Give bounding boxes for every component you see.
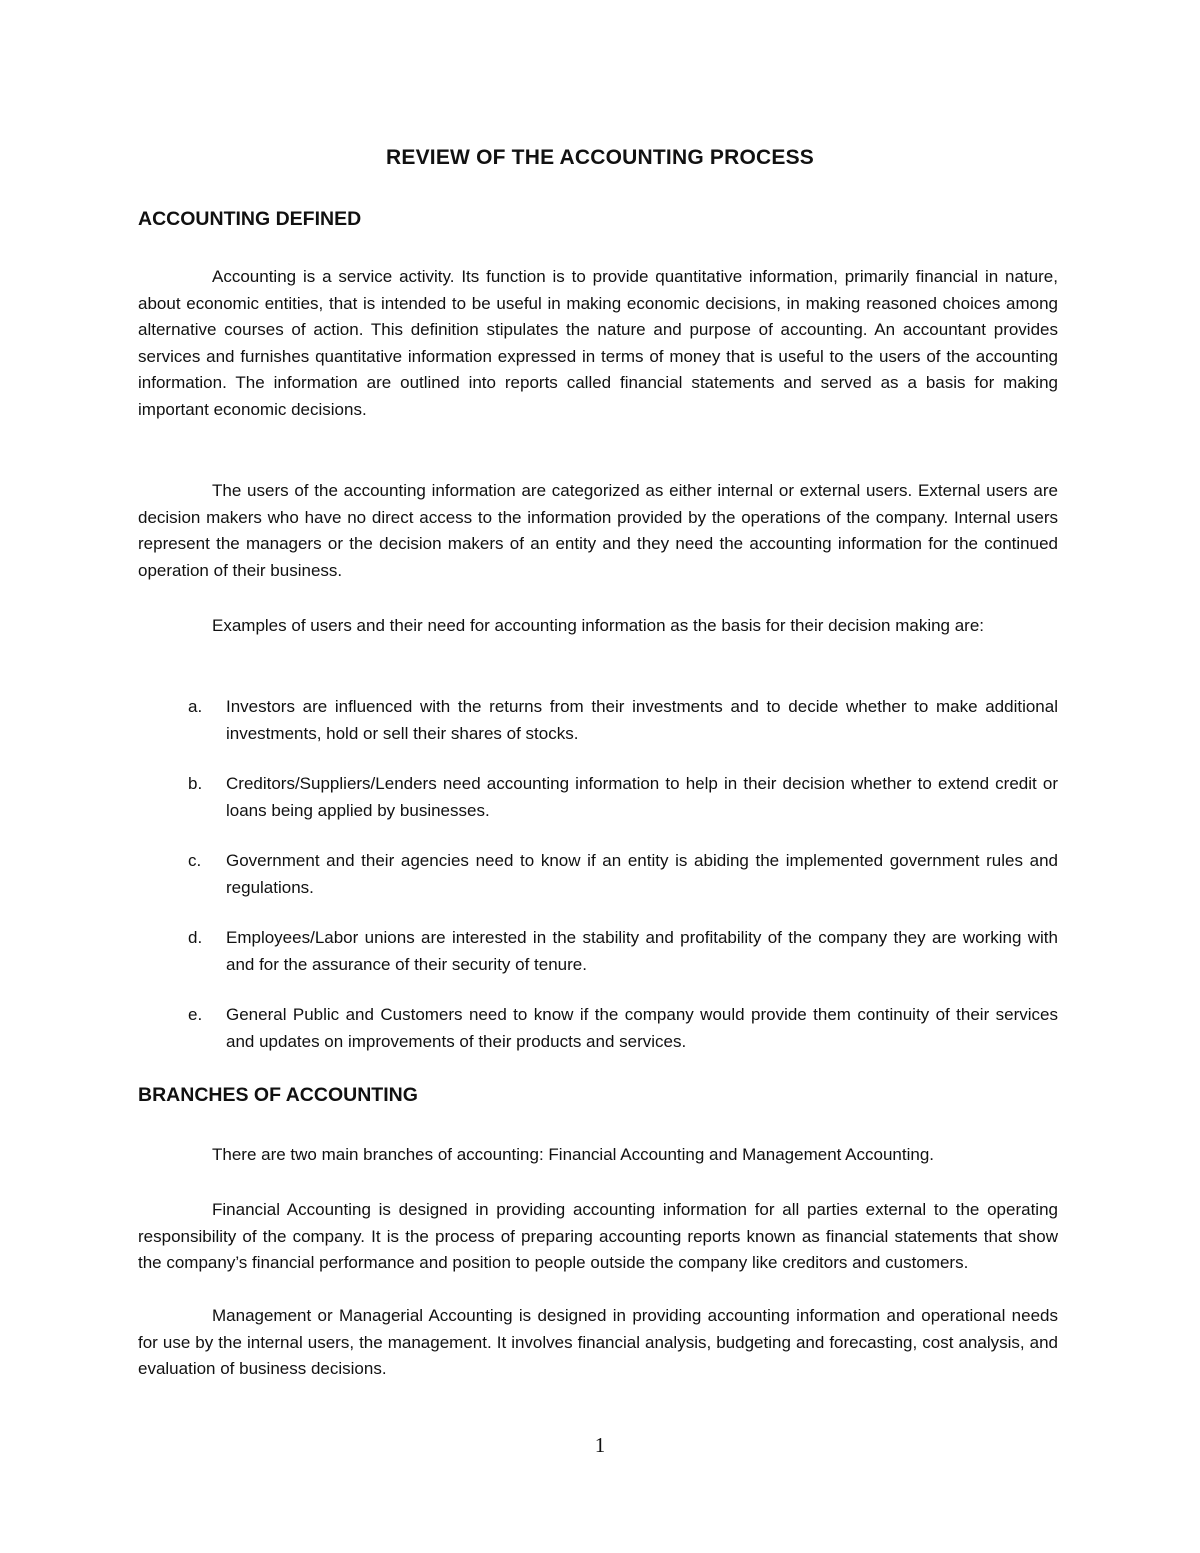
list-letter: d.: [188, 928, 203, 947]
paragraph-accounting-definition: Accounting is a service activity. Its function is to provide quantitative information, primarily financial in nature, about economic entities, that is intended to be useful in making economic decisions, in making reasoned choices among alternative courses of action. This definition stipulates the nature and purpose of accounting. An accountant provides services and furnishes quantitative information expressed in terms of money that is useful to the users of the accounting information. The information are outlined into reports called financial statements and served as a basis for making important economic decisions.: [138, 267, 1058, 419]
list-text: Employees/Labor unions are interested in the stability and profitability of the company they are working with and for the assurance of their security of tenure.: [226, 928, 1058, 974]
paragraph-financial-accounting: Financial Accounting is designed in providing accounting information for all parties external to the operating responsibility of the company. It is the process of preparing accounting reports known as financial statements that show the company’s financial performance and position to people outside the company like creditors and customers.: [138, 1200, 1058, 1272]
list-text: Government and their agencies need to know if an entity is abiding the implemented government rules and regulations.: [226, 851, 1058, 897]
list-letter: e.: [188, 1005, 203, 1024]
paragraph-examples-intro: Examples of users and their need for accounting information as the basis for their decision making are:: [212, 616, 985, 635]
paragraph-users-categories: The users of the accounting information are categorized as either internal or external users. External users are decision makers who have no direct access to the information provided by the operations of the company. Internal users represent the managers or the decision makers of an entity and they need the accounting information for the continued operation of their business.: [138, 481, 1058, 580]
list-item-investors: [138, 694, 1058, 747]
page-number: 1: [594, 1433, 606, 1457]
paragraph-management-accounting: Management or Managerial Accounting is designed in providing accounting information and operational needs for use by the internal users, the management. It involves financial analysis, budgeting and forecasting, cost analysis, and evaluation of business decisions.: [138, 1306, 1058, 1378]
list-letter: a.: [188, 697, 203, 716]
section-heading-accounting-defined: ACCOUNTING DEFINED: [138, 208, 362, 230]
list-item-employees: [138, 925, 1058, 978]
section-heading-branches: BRANCHES OF ACCOUNTING: [138, 1084, 418, 1106]
list-item-creditors: [138, 771, 1058, 824]
list-text: Investors are influenced with the returns from their investments and to decide whether to make additional investments, hold or sell their shares of stocks.: [226, 697, 1058, 743]
list-text: General Public and Customers need to know if the company would provide them continuity of their services and updates on improvements of their products and services.: [226, 1005, 1058, 1051]
document-title: REVIEW OF THE ACCOUNTING PROCESS: [386, 146, 814, 169]
list-text: Creditors/Suppliers/Lenders need accounting information to help in their decision whether to extend credit or loans being applied by businesses.: [226, 774, 1058, 820]
list-letter: b.: [188, 774, 203, 793]
paragraph-two-branches: There are two main branches of accounting: Financial Accounting and Management Accounting.: [212, 1145, 934, 1164]
list-item-government: [138, 848, 1058, 901]
list-item-general-public: [138, 1002, 1058, 1055]
list-letter: c.: [188, 851, 202, 870]
